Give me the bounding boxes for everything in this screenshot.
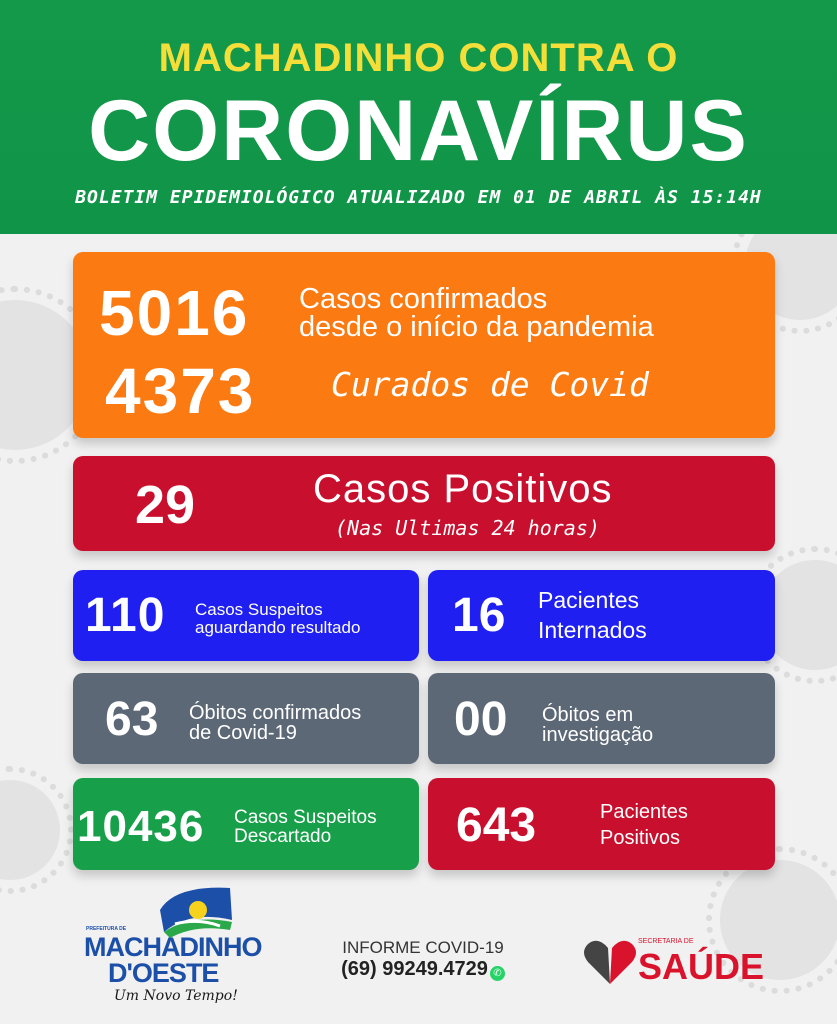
recovered-label: Curados de Covid: [331, 365, 649, 404]
saude-small-text: SECRETARIA DE: [638, 938, 694, 945]
positive-patients-card: [428, 778, 775, 870]
suspected-label-line2: aguardando resultado: [195, 618, 361, 637]
deaths-investigation-label-line2: investigação: [542, 724, 654, 746]
suspected-label-line1: Casos Suspeitos: [195, 600, 323, 619]
deaths-card: [73, 673, 419, 764]
suspected-card: [73, 570, 419, 661]
hospitalized-card: [428, 570, 775, 661]
positive-24h-card: [73, 456, 775, 551]
deaths-investigation-value: 00: [454, 693, 508, 746]
deaths-label-line2: de Covid-19: [189, 722, 297, 744]
positive-24h-sublabel: (Nas Ultimas 24 horas): [335, 516, 600, 540]
header-title: CORONAVÍRUS: [88, 83, 749, 179]
deaths-investigation-label-line1: Óbitos em: [542, 704, 634, 726]
informe-label: INFORME COVID-19: [342, 938, 504, 957]
phone-number: (69) 99249.4729: [341, 958, 488, 980]
logo-slogan: Um Novo Tempo!: [114, 988, 238, 1004]
positive-patients-value: 643: [456, 799, 537, 852]
deaths-label-line1: Óbitos confirmados: [189, 702, 362, 724]
logo-name-line1: MACHADINHO: [84, 932, 262, 962]
whatsapp-icon: ✆: [490, 966, 505, 981]
confirmed-label-line1: Casos confirmados: [299, 283, 548, 315]
bulletin-date: BOLETIM EPIDEMIOLÓGICO ATUALIZADO EM 01 DE ABRIL ÀS 15:14H: [75, 187, 762, 208]
positive-patients-label-line1: Pacientes: [600, 801, 688, 823]
header-subtitle: MACHADINHO CONTRA O: [158, 36, 679, 80]
municipality-logo: [80, 880, 260, 1010]
logo-small-text: PREFEITURA DE: [86, 926, 127, 932]
deaths-value: 63: [105, 693, 159, 746]
heart-icon: [580, 938, 640, 988]
hospitalized-value: 16: [452, 589, 506, 642]
logo-name-line2: D'OESTE: [108, 958, 219, 988]
header-banner: [0, 0, 837, 234]
virus-decoration: [0, 780, 60, 880]
confirmed-label-line2: desde o início da pandemia: [299, 311, 654, 343]
discarded-value: 10436: [77, 802, 205, 851]
recovered-value: 4373: [105, 355, 256, 427]
discarded-label-line1: Casos Suspeitos: [234, 807, 377, 828]
confirmed-card: [73, 252, 775, 438]
discarded-label-line2: Descartado: [234, 826, 332, 847]
phone-line: [318, 958, 528, 981]
confirmed-value: 5016: [99, 277, 250, 349]
saude-logo: [580, 932, 770, 992]
hospitalized-label-line2: Internados: [538, 617, 647, 643]
suspected-value: 110: [85, 589, 166, 642]
positive-24h-label: Casos Positivos: [313, 467, 613, 511]
positive-patients-label-line2: Positivos: [600, 827, 681, 849]
deaths-investigation-card: [428, 673, 775, 764]
positive-24h-value: 29: [135, 475, 196, 535]
saude-title: SAÚDE: [638, 946, 765, 987]
hospitalized-label-line1: Pacientes: [538, 587, 640, 613]
discarded-card: [73, 778, 419, 870]
